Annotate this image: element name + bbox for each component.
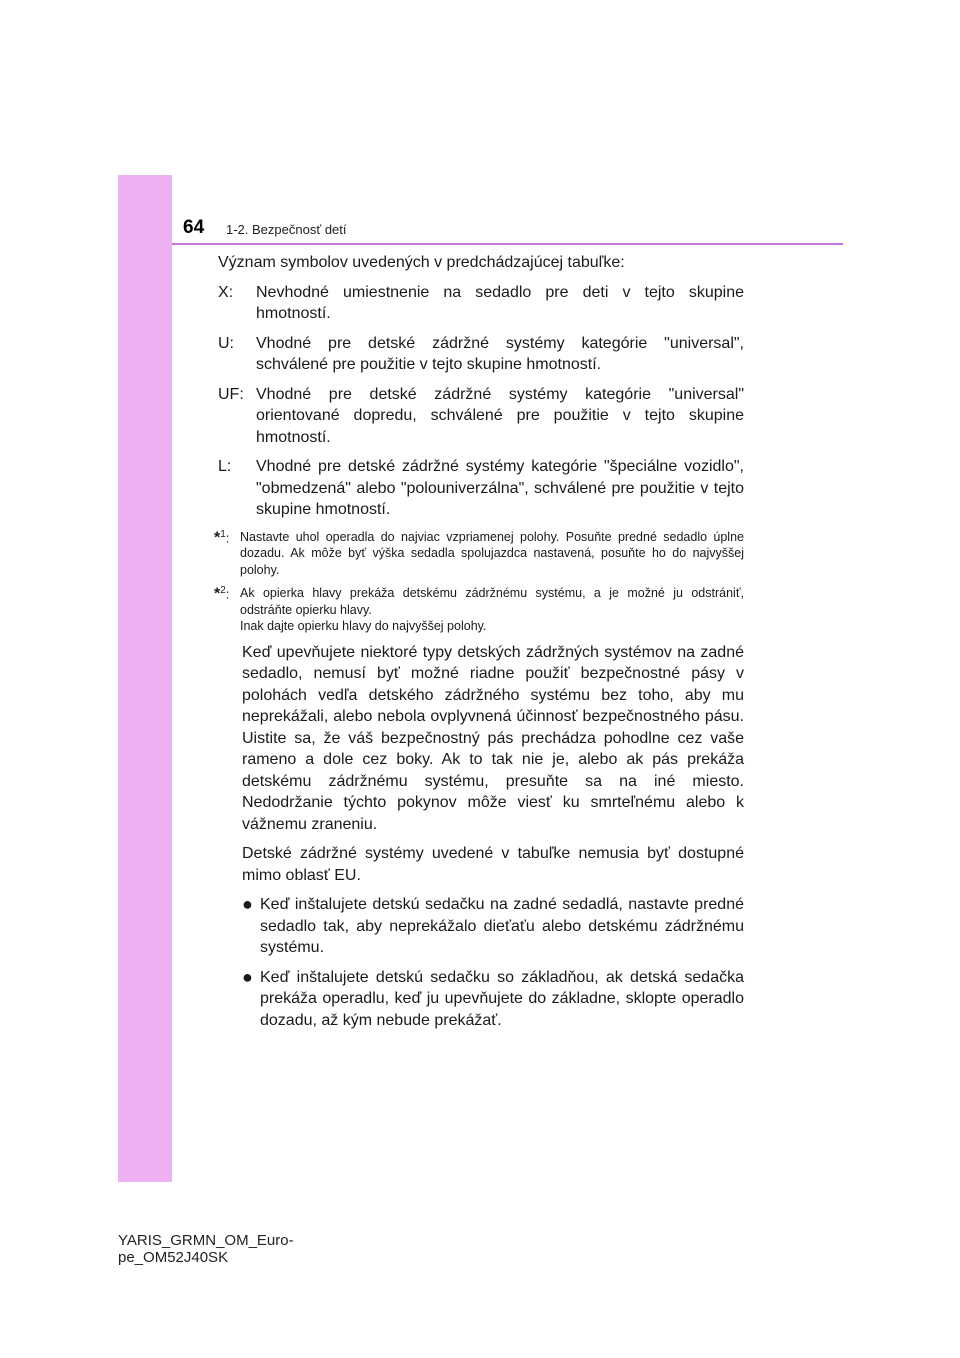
legend-code: UF: [218, 385, 244, 403]
page-content [214, 252, 744, 1039]
bullet-item [242, 894, 744, 959]
section-title: 1-2. Bezpečnosť detí [226, 222, 347, 237]
availability-paragraph: Detské zádržné systémy uvedené v tabuľke nemusia byť dostupné mimo oblasť EU. [242, 845, 744, 884]
page-number: 64 [183, 217, 205, 238]
legend-text: Vhodné pre detské zádržné systémy kategórie "universal" orientované dopredu, schválené pre použitie v tejto skupine hmotností. [256, 385, 744, 446]
footnote-2 [214, 585, 744, 635]
legend-text: Vhodné pre detské zádržné systémy kategórie "špeciálne vozidlo", "obmedzená" alebo "polouniverzálna", schválené pre použitie v tejto skupine hmotností. [256, 458, 744, 518]
side-color-band [118, 175, 172, 1182]
footnote-1 [214, 528, 744, 579]
footnote-text: Inak dajte opierku hlavy do najvyššej polohy. [240, 619, 487, 633]
legend-intro: Význam symbolov uvedených v predchádzajúcej tabuľke: [218, 254, 625, 271]
header-divider [172, 243, 843, 245]
footnote-text: Ak opierka hlavy prekáža detskému zádržnému systému, a je možné ju odstrániť, odstráňte opierku hlavy. [240, 586, 744, 617]
document-id-footer [118, 1232, 294, 1266]
legend-text: Nevhodné umiestnenie na sedadlo pre deti v tejto skupine hmotností. [256, 283, 744, 322]
legend-code: L: [218, 458, 232, 475]
footnote-marker: *$^1$: [214, 528, 230, 546]
bullet-item [242, 967, 744, 1032]
bullet-icon: ● [242, 966, 253, 987]
bullet-text: Keď inštalujete detskú sedačku so základňou, ak detská sedačka prekáža operadlu, keď ju upevňujete do základne, sklopte operadlo dozadu, až kým nebude prekážať. [260, 968, 744, 1029]
legend-text: Vhodné pre detské zádržné systémy kategórie "universal", schválené pre použitie v tejto skupine hmotností. [256, 334, 744, 373]
footnote-text: Nastavte uhol operadla do najviac vzpriamenej polohy. Posuňte predné sedadlo úplne dozadu. Ak môže byť výška sedadla spolujazdca nastavená, posuňte ho do najvyššej polohy. [240, 529, 744, 577]
legend-item-l [218, 456, 744, 521]
bullet-icon: ● [242, 894, 253, 914]
legend-item-x [218, 282, 744, 325]
legend-item-uf [218, 384, 744, 449]
warning-paragraph: Keď upevňujete niektoré typy detských zádržných systémov na zadné sedadlo, nemusí byť možné riadne použiť bezpečnostné pásy v polohách vedľa detského zádržného systému bez toho, aby mu neprekážali, alebo nebola ovplyvnená účinnosť bezpečnostného pásu. Uistite sa, že váš bezpečnostný pás prechádza pohodlne cez vaše rameno a dole cez boky. Ak to tak nie je, alebo ak pás prekáža detskému zádržnému systému, presuňte sa na iné miesto. Nedodržanie týchto pokynov môže viesť ku smrteľnému alebo k vážnemu zraneniu. [242, 643, 744, 833]
footer-line: pe_OM52J40SK [118, 1249, 229, 1266]
footnote-marker: *$^2$: [214, 585, 230, 603]
legend-item-u [218, 333, 744, 376]
bullet-text: Keď inštalujete detskú sedačku na zadné sedadlá, nastavte predné sedadlo tak, aby neprekážalo dieťaťu alebo detskému zádržnému systému. [260, 896, 744, 956]
footer-line: YARIS_GRMN_OM_Euro- [118, 1232, 294, 1249]
legend-code: U: [218, 334, 234, 352]
legend-code: X: [218, 283, 234, 301]
